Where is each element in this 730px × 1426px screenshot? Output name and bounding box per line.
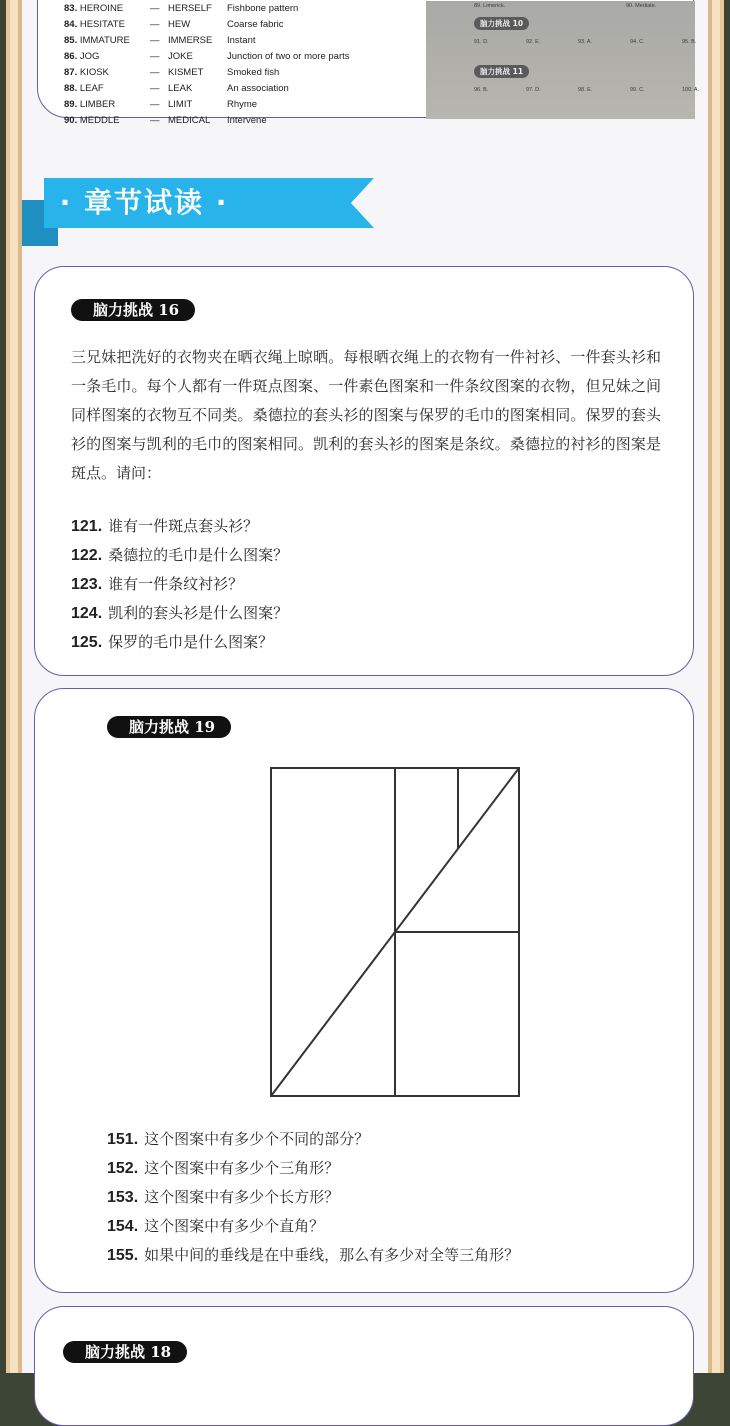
section-title: · 章节试读 · bbox=[59, 186, 229, 219]
word-dash: — bbox=[150, 115, 160, 126]
question-text: 谁有一件斑点套头衫？ bbox=[108, 517, 259, 535]
question-text: 谁有一件条纹衬衫？ bbox=[108, 575, 244, 593]
word-definition: Intervene bbox=[227, 115, 267, 126]
question-item bbox=[107, 1125, 687, 1154]
word-left: 88. LEAF bbox=[64, 83, 104, 94]
question-number: 124. bbox=[71, 605, 103, 622]
answer-item: 95. B. bbox=[682, 39, 697, 45]
challenge-16-card bbox=[34, 266, 694, 676]
word-dash: — bbox=[150, 19, 160, 30]
word-definition: Junction of two or more parts bbox=[227, 51, 350, 62]
word-dash: — bbox=[150, 3, 160, 14]
word-definition: Smoked fish bbox=[227, 67, 280, 78]
question-item bbox=[107, 1154, 687, 1183]
word-right: HERSELF bbox=[168, 3, 212, 14]
answer-item: 94. C. bbox=[630, 39, 645, 45]
left-frame-border bbox=[0, 0, 22, 1373]
word-definition: Rhyme bbox=[227, 99, 258, 110]
question-item bbox=[107, 1241, 687, 1270]
word-definition: Coarse fabric bbox=[227, 19, 284, 30]
answer-item: 98. E. bbox=[578, 87, 593, 93]
challenge-19-questions bbox=[107, 1125, 687, 1270]
right-frame-border bbox=[708, 0, 730, 1373]
question-text: 这个图案中有多少个直角？ bbox=[144, 1217, 325, 1235]
word-list-row bbox=[64, 97, 444, 113]
answer-line: 90. Mediate. bbox=[626, 3, 657, 9]
word-definition: Instant bbox=[227, 35, 256, 46]
challenge-19-card bbox=[34, 688, 694, 1293]
answer-item: 97. D. bbox=[526, 87, 541, 93]
page bbox=[22, 0, 708, 1373]
word-dash: — bbox=[150, 67, 160, 78]
answer-badge-10: 脑力挑战 10 bbox=[474, 17, 529, 30]
challenge-18-badge: 脑力挑战 18 bbox=[63, 1341, 187, 1363]
word-list-row bbox=[64, 81, 444, 97]
answer-key-photo bbox=[426, 1, 700, 119]
word-list-row bbox=[64, 113, 444, 129]
question-item bbox=[71, 541, 651, 570]
word-left: 85. IMMATURE bbox=[64, 35, 130, 46]
challenge-16-questions bbox=[71, 512, 651, 657]
question-number: 152. bbox=[107, 1160, 139, 1177]
word-left: 83. HEROINE bbox=[64, 3, 124, 14]
word-list-row bbox=[64, 49, 444, 65]
question-text: 这个图案中有多少个不同的部分？ bbox=[144, 1130, 370, 1148]
word-right: LIMIT bbox=[168, 99, 193, 110]
answer-badge-11: 脑力挑战 11 bbox=[474, 65, 529, 78]
word-left: 84. HESITATE bbox=[64, 19, 125, 30]
challenge-16-paragraph: 三兄妹把洗好的衣物夹在晒衣绳上晾晒。每根晒衣绳上的衣物有一件衬衫、一件套头衫和一条毛巾。每个人都有一件斑点图案、一件素色图案和一件条纹图案的衣物，但兄妹之间同样图案的衣物互不同类。桑德拉的套头衫的图案与保罗的毛巾的图案相同。保罗的套头衫的图案与凯利的毛巾的图案相同。凯利的套头衫的图案是条纹。桑德拉的衬衫的图案是斑点。请问： bbox=[71, 348, 661, 482]
question-number: 121. bbox=[71, 518, 103, 535]
word-list bbox=[64, 1, 444, 129]
question-number: 155. bbox=[107, 1247, 139, 1264]
word-right: LEAK bbox=[168, 83, 193, 94]
word-left: 89. LIMBER bbox=[64, 99, 116, 110]
word-left: 90. MEDDLE bbox=[64, 115, 120, 126]
word-right: JOKE bbox=[168, 51, 193, 62]
word-definition: An association bbox=[227, 83, 289, 94]
word-dash: — bbox=[150, 99, 160, 110]
question-text: 如果中间的垂线是在中垂线，那么有多少对全等三角形？ bbox=[144, 1246, 520, 1264]
answer-line: 89. Limerick. bbox=[474, 3, 506, 9]
word-list-row bbox=[64, 17, 444, 33]
question-text: 保罗的毛巾是什么图案？ bbox=[108, 633, 274, 651]
geometry-figure bbox=[269, 766, 523, 1100]
question-number: 125. bbox=[71, 634, 103, 651]
answer-item: 92. E. bbox=[526, 39, 541, 45]
answer-item: 91. D. bbox=[474, 39, 489, 45]
word-dash: — bbox=[150, 51, 160, 62]
question-number: 153. bbox=[107, 1189, 139, 1206]
word-dash: — bbox=[150, 83, 160, 94]
word-right: KISMET bbox=[168, 67, 204, 78]
question-number: 154. bbox=[107, 1218, 139, 1235]
question-text: 桑德拉的毛巾是什么图案？ bbox=[108, 546, 289, 564]
answer-item: 100. A. bbox=[682, 87, 700, 93]
question-number: 151. bbox=[107, 1131, 139, 1148]
answer-item: 96. B. bbox=[474, 87, 489, 93]
answer-item: 99. C. bbox=[630, 87, 645, 93]
challenge-16-badge: 脑力挑战 16 bbox=[71, 299, 195, 321]
question-item bbox=[71, 599, 651, 628]
question-item bbox=[107, 1183, 687, 1212]
book-preview-card bbox=[37, 0, 700, 126]
question-item bbox=[71, 570, 651, 599]
word-left: 87. KIOSK bbox=[64, 67, 109, 78]
question-text: 这个图案中有多少个长方形？ bbox=[144, 1188, 340, 1206]
question-number: 122. bbox=[71, 547, 103, 564]
question-text: 凯利的套头衫是什么图案？ bbox=[108, 604, 289, 622]
challenge-19-badge: 脑力挑战 19 bbox=[107, 716, 231, 738]
challenge-18-card bbox=[34, 1306, 694, 1426]
question-item bbox=[107, 1212, 687, 1241]
word-list-row bbox=[64, 33, 444, 49]
word-right: HEW bbox=[168, 19, 191, 30]
answer-item: 93. A. bbox=[578, 39, 593, 45]
word-list-row bbox=[64, 65, 444, 81]
word-list-row bbox=[64, 1, 444, 17]
word-dash: — bbox=[150, 35, 160, 46]
question-number: 123. bbox=[71, 576, 103, 593]
question-item bbox=[71, 628, 651, 657]
word-right: MEDICAL bbox=[168, 115, 211, 126]
question-text: 这个图案中有多少个三角形？ bbox=[144, 1159, 340, 1177]
word-definition: Fishbone pattern bbox=[227, 3, 299, 14]
word-left: 86. JOG bbox=[64, 51, 100, 62]
word-right: IMMERSE bbox=[168, 35, 213, 46]
question-item bbox=[71, 512, 651, 541]
